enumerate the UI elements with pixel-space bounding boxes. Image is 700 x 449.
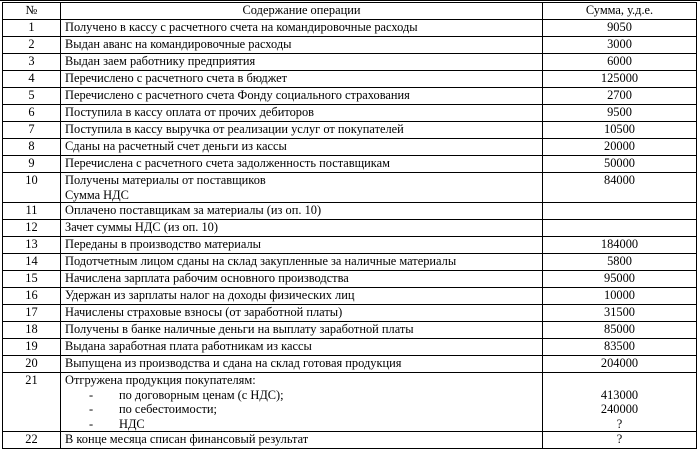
table-row — [3, 71, 697, 88]
row-sum: 9050 — [543, 20, 697, 37]
sub-item — [65, 388, 538, 403]
table-row — [3, 203, 697, 220]
row-operation — [61, 173, 543, 203]
operations-table — [2, 2, 697, 449]
table-row — [3, 20, 697, 37]
row-number: 11 — [3, 203, 61, 220]
row-operation — [61, 373, 543, 432]
table-row — [3, 88, 697, 105]
row-operation: Перечислено с расчетного счета Фонду социального страхования — [61, 88, 543, 105]
row-sum-line: 84000 — [604, 173, 635, 187]
row-sum: 31500 — [543, 305, 697, 322]
row-operation: Перечислена с расчетного счета задолженность поставщикам — [61, 156, 543, 173]
table-row — [3, 373, 697, 432]
row-sum — [543, 220, 697, 237]
row-number: 9 — [3, 156, 61, 173]
row-number: 3 — [3, 54, 61, 71]
row-operation: Подотчетным лицом сданы на склад закупленные за наличные материалы — [61, 254, 543, 271]
row-sum: 3000 — [543, 37, 697, 54]
row-operation: Перечислено с расчетного счета в бюджет — [61, 71, 543, 88]
sub-item — [65, 417, 538, 432]
row-sum: 6000 — [543, 54, 697, 71]
row-number: 17 — [3, 305, 61, 322]
table-row — [3, 288, 697, 305]
row-sum: 10000 — [543, 288, 697, 305]
table-row — [3, 173, 697, 203]
row-sum: 50000 — [543, 156, 697, 173]
row-operation-line: Получены материалы от поставщиков — [65, 173, 266, 187]
table-row — [3, 322, 697, 339]
row-operation: Удержан из зарплаты налог на доходы физических лиц — [61, 288, 543, 305]
row-sum: 10500 — [543, 122, 697, 139]
table-row — [3, 54, 697, 71]
row-sum: 95000 — [543, 271, 697, 288]
header-operation: Содержание операции — [61, 3, 543, 20]
header-number: № — [3, 3, 61, 20]
row-number: 19 — [3, 339, 61, 356]
row-number: 10 — [3, 173, 61, 203]
row-number: 20 — [3, 356, 61, 373]
table-row — [3, 220, 697, 237]
row-operation: Выпущена из производства и сдана на склад готовая продукция — [61, 356, 543, 373]
row-operation: Выдана заработная плата работникам из кассы — [61, 339, 543, 356]
table-row — [3, 254, 697, 271]
row-number: 14 — [3, 254, 61, 271]
sub-item-label: по себестоимости; — [119, 402, 217, 416]
table-row — [3, 139, 697, 156]
row-sum — [543, 203, 697, 220]
dash-bullet: - — [89, 416, 94, 431]
table-row — [3, 105, 697, 122]
row-number: 12 — [3, 220, 61, 237]
row-operation: Выдан аванс на командировочные расходы — [61, 37, 543, 54]
row-operation: Поступила в кассу оплата от прочих дебиторов — [61, 105, 543, 122]
row-number: 13 — [3, 237, 61, 254]
row-operation: Получено в кассу с расчетного счета на командировочные расходы — [61, 20, 543, 37]
row-sum: 83500 — [543, 339, 697, 356]
sub-item-label: по договорным ценам (с НДС); — [119, 387, 284, 402]
row-number: 15 — [3, 271, 61, 288]
row-operation-line: Сумма НДС — [65, 187, 129, 202]
row-number: 21 — [3, 373, 61, 432]
table-row — [3, 305, 697, 322]
row-number: 18 — [3, 322, 61, 339]
row-sum-line: 240000 — [600, 402, 639, 416]
row-sum: 204000 — [543, 356, 697, 373]
row-operation-line: Отгружена продукция покупателям: — [65, 373, 256, 387]
row-sum: 85000 — [543, 322, 697, 339]
row-operation: В конце месяца списан финансовый результат — [61, 432, 543, 449]
row-operation: Зачет суммы НДС (из оп. 10) — [61, 220, 543, 237]
row-operation: Сданы на расчетный счет деньги из кассы — [61, 139, 543, 156]
row-sum: 9500 — [543, 105, 697, 122]
row-number: 6 — [3, 105, 61, 122]
row-sum: 5800 — [543, 254, 697, 271]
row-number: 4 — [3, 71, 61, 88]
row-operation: Получены в банке наличные деньги на выплату заработной платы — [61, 322, 543, 339]
row-sum-line: 413000 — [600, 387, 639, 402]
table-row — [3, 122, 697, 139]
row-number: 22 — [3, 432, 61, 449]
row-number: 7 — [3, 122, 61, 139]
row-operation: Оплачено поставщикам за материалы (из оп. 10) — [61, 203, 543, 220]
sub-item — [65, 402, 538, 417]
table-row — [3, 237, 697, 254]
row-sum: ? — [543, 432, 697, 449]
row-number: 16 — [3, 288, 61, 305]
row-operation: Начислены страховые взносы (от заработной платы) — [61, 305, 543, 322]
row-sum — [543, 373, 697, 432]
row-operation: Начислена зарплата рабочим основного производства — [61, 271, 543, 288]
row-sum-line — [547, 188, 692, 203]
table-row — [3, 156, 697, 173]
row-sum: 20000 — [543, 139, 697, 156]
row-operation: Переданы в производство материалы — [61, 237, 543, 254]
table-row — [3, 432, 697, 449]
row-sum-line: ? — [616, 416, 623, 431]
table-row — [3, 271, 697, 288]
row-number: 1 — [3, 20, 61, 37]
dash-bullet: - — [89, 402, 94, 416]
row-operation: Поступила в кассу выручка от реализации услуг от покупателей — [61, 122, 543, 139]
table-row — [3, 356, 697, 373]
row-number: 2 — [3, 37, 61, 54]
sub-item-label: НДС — [119, 416, 145, 431]
header-sum: Сумма, у.д.е. — [543, 3, 697, 20]
row-operation: Выдан заем работнику предприятия — [61, 54, 543, 71]
row-sum: 2700 — [543, 88, 697, 105]
top-border-line — [0, 0, 700, 1]
row-sum: 184000 — [543, 237, 697, 254]
row-sum: 125000 — [543, 71, 697, 88]
table-row — [3, 339, 697, 356]
row-number: 8 — [3, 139, 61, 156]
table-header-row — [3, 3, 697, 20]
row-number: 5 — [3, 88, 61, 105]
dash-bullet: - — [89, 387, 94, 402]
table-row — [3, 37, 697, 54]
row-sum — [543, 173, 697, 203]
row-sum-line — [547, 373, 692, 388]
